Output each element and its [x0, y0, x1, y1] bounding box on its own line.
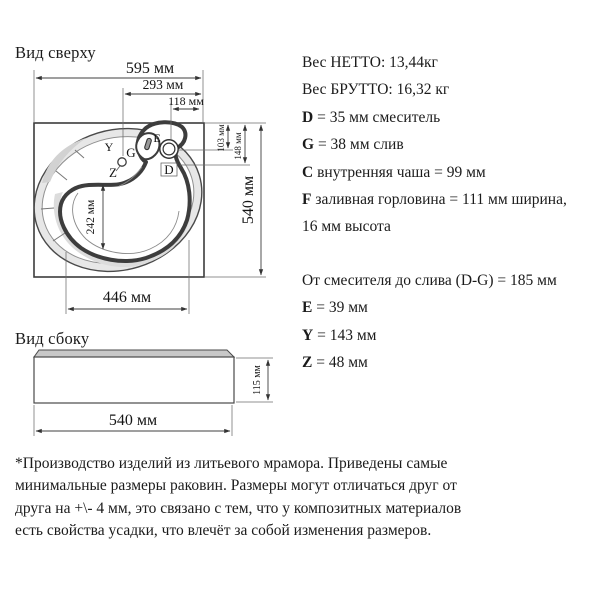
label-e: E: [153, 131, 161, 145]
faucet-hole-inner: [163, 143, 175, 155]
dim-540-side: 540 мм: [108, 412, 158, 429]
spec-dg-distance: От смесителя до слива (D-G) = 185 мм: [302, 271, 557, 289]
side-view-top-bevel: [34, 350, 234, 357]
drain-hole: [118, 158, 126, 166]
production-footnote: *Производство изделий из литьевого мрамора. Приведены самые минимальные размеры раковин. Размеры могут отличаться друг от друга на +\- 4 мм, это связано с тем, что у композитных материалов есть свойства усадки, что влечёт за собой изменения размеров.: [15, 455, 462, 539]
side-view-title: Вид сбоку: [15, 329, 90, 348]
spec-net-weight: Вес НЕТТО: 13,44кг: [302, 54, 438, 71]
spec-d-faucet: D = 35 мм смеситель: [302, 108, 441, 126]
top-view-drawing: [16, 60, 266, 314]
spec-z: Z = 48 мм: [302, 354, 368, 372]
dim-540-top: 540 мм: [240, 175, 257, 225]
label-d: D: [164, 162, 174, 177]
top-view-title: Вид сверху: [15, 43, 96, 62]
dim-115-side: 115 мм: [252, 365, 263, 395]
side-view-drawing: [34, 350, 273, 436]
dim-293: 293 мм: [142, 77, 184, 92]
dim-446: 446 мм: [102, 289, 152, 306]
side-view-body: [34, 357, 234, 403]
dim-103: 103 мм: [216, 124, 226, 152]
spec-gross-weight: Вес БРУТТО: 16,32 кг: [302, 81, 450, 99]
spec-y: Y = 143 мм: [302, 326, 377, 344]
dim-595: 595 мм: [125, 60, 175, 77]
spec-e: E = 39 мм: [302, 299, 368, 317]
dim-148: 148 мм: [233, 132, 243, 160]
spec-c-bowl: C внутренняя чаша = 99 мм: [302, 163, 486, 181]
label-g: G: [126, 145, 136, 160]
label-y: Y: [104, 140, 114, 154]
spec-f-neck-height: 16 мм высота: [302, 218, 391, 236]
spec-f-neck: F заливная горловина = 111 мм ширина,: [302, 191, 567, 209]
label-z: Z: [109, 165, 117, 180]
spec-g-drain: G = 38 мм слив: [302, 136, 404, 154]
dim-118: 118 мм: [168, 94, 204, 108]
dim-242: 242 мм: [85, 199, 97, 235]
spec-list: [302, 49, 597, 376]
